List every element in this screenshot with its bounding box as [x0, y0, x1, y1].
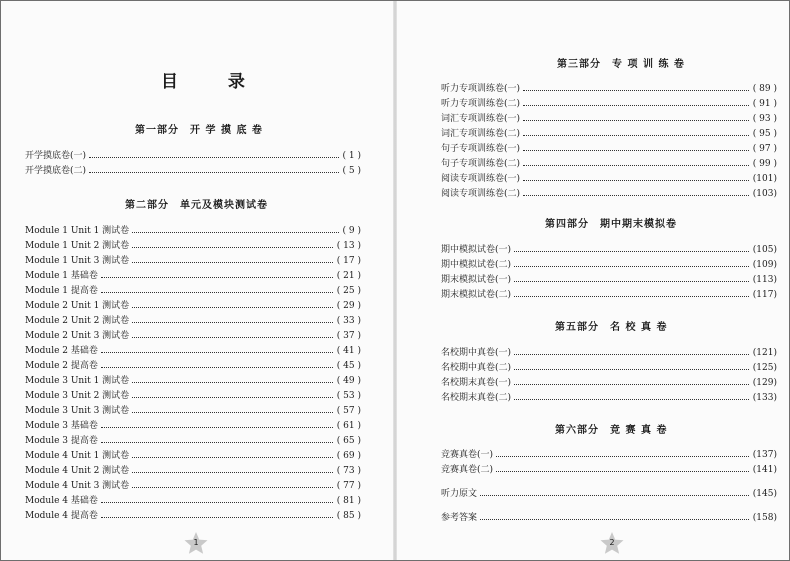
- toc-entry-label: 参考答案: [441, 513, 478, 523]
- dot-leader: [89, 157, 338, 158]
- toc-entry-page: ( 65 ): [336, 436, 361, 446]
- toc-entry-label: Module 2 提高卷: [25, 361, 98, 371]
- toc-entry-page: (125): [752, 363, 777, 373]
- dot-leader: [132, 412, 333, 413]
- page-number-badge: [183, 531, 209, 555]
- toc-entry-page: ( 49 ): [336, 376, 361, 386]
- page-number: 1: [193, 538, 199, 547]
- toc-entry[interactable]: [25, 390, 361, 402]
- toc-entry-label: Module 2 基础卷: [25, 346, 98, 356]
- toc-entry-label: 名校期末真卷(二): [441, 393, 512, 403]
- toc-entry-label: Module 1 Unit 3 测试卷: [25, 256, 130, 266]
- dot-leader: [523, 165, 749, 166]
- dot-leader: [132, 232, 338, 233]
- toc-entry[interactable]: [25, 165, 361, 177]
- toc-entry-page: ( 73 ): [336, 466, 361, 476]
- toc-entry-label: Module 1 提高卷: [25, 286, 98, 296]
- dot-leader: [523, 195, 749, 196]
- toc-entry-label: Module 1 Unit 2 测试卷: [25, 241, 130, 251]
- toc-entry-label: 开学摸底卷(二): [25, 166, 87, 176]
- toc-entry[interactable]: [441, 377, 777, 389]
- toc-entry[interactable]: [441, 259, 777, 271]
- page-title: 目 录: [161, 72, 267, 92]
- section-title-part-1: 第一部分 开 学 摸 底 卷: [135, 125, 263, 136]
- toc-entry-page: ( 5 ): [342, 166, 361, 176]
- toc-entry-page: (121): [752, 348, 777, 358]
- dot-leader: [523, 90, 749, 91]
- toc-entry[interactable]: [441, 449, 777, 461]
- dot-leader: [514, 296, 749, 297]
- toc-entry-label: 期中模拟试卷(一): [441, 245, 512, 255]
- toc-entry[interactable]: [441, 274, 777, 286]
- dot-leader: [523, 105, 749, 106]
- toc-entry[interactable]: [25, 330, 361, 342]
- toc-entry-label: 竞赛真卷(二): [441, 465, 494, 475]
- toc-entry[interactable]: [25, 300, 361, 312]
- toc-entry-page: (117): [752, 290, 777, 300]
- toc-entry-label: 竞赛真卷(一): [441, 450, 494, 460]
- toc-entry-page: ( 61 ): [336, 421, 361, 431]
- toc-entry-page: ( 81 ): [336, 496, 361, 506]
- dot-leader: [132, 337, 333, 338]
- toc-entry[interactable]: [25, 375, 361, 387]
- toc-entry-label: 期末模拟试卷(一): [441, 275, 512, 285]
- toc-entry[interactable]: [25, 420, 361, 432]
- toc-entry-page: ( 1 ): [342, 151, 361, 161]
- toc-entry-page: ( 53 ): [336, 391, 361, 401]
- toc-entry-page: (105): [752, 245, 777, 255]
- toc-entry-page: (137): [752, 450, 777, 460]
- toc-entry[interactable]: [25, 450, 361, 462]
- toc-entry-page: ( 97 ): [752, 144, 777, 154]
- toc-entry-answer-key[interactable]: [441, 512, 777, 524]
- toc-entry-label: 句子专项训练卷(一): [441, 144, 521, 154]
- toc-entry[interactable]: [25, 240, 361, 252]
- dot-leader: [514, 266, 749, 267]
- toc-entry-label: Module 3 Unit 2 测试卷: [25, 391, 130, 401]
- toc-entry-label: 名校期末真卷(一): [441, 378, 512, 388]
- toc-entry[interactable]: [25, 285, 361, 297]
- toc-entry-page: ( 89 ): [752, 84, 777, 94]
- toc-entry-label: Module 3 提高卷: [25, 436, 98, 446]
- toc-entry-page: ( 21 ): [336, 271, 361, 281]
- dot-leader: [101, 352, 333, 353]
- dot-leader: [480, 519, 749, 520]
- toc-entry-label: Module 4 提高卷: [25, 511, 98, 521]
- toc-entry-page: (103): [752, 189, 777, 199]
- toc-entry[interactable]: [441, 244, 777, 256]
- toc-entry[interactable]: [441, 158, 777, 170]
- page-number: 2: [609, 538, 615, 547]
- toc-entry-page: ( 85 ): [336, 511, 361, 521]
- section-title-part-2: 第二部分 单元及模块测试卷: [125, 200, 268, 211]
- left-page: [1, 1, 393, 560]
- toc-entry-label: 期中模拟试卷(二): [441, 260, 512, 270]
- toc-entry-page: ( 25 ): [336, 286, 361, 296]
- dot-leader: [101, 442, 333, 443]
- toc-entry[interactable]: [25, 510, 361, 522]
- toc-entry-label: Module 1 基础卷: [25, 271, 98, 281]
- toc-entry[interactable]: [441, 289, 777, 301]
- toc-entry[interactable]: [441, 128, 777, 140]
- dot-leader: [496, 456, 749, 457]
- toc-entry-label: Module 3 Unit 1 测试卷: [25, 376, 130, 386]
- dot-leader: [523, 135, 749, 136]
- right-page: [397, 1, 789, 560]
- dot-leader: [132, 307, 333, 308]
- toc-entry-label: Module 4 基础卷: [25, 496, 98, 506]
- dot-leader: [514, 369, 749, 370]
- dot-leader: [132, 457, 333, 458]
- toc-entry-page: ( 69 ): [336, 451, 361, 461]
- page-number-badge: [599, 531, 625, 555]
- dot-leader: [132, 322, 333, 323]
- toc-entry-label: 听力专项训练卷(二): [441, 99, 521, 109]
- toc-entry-label: Module 4 Unit 2 测试卷: [25, 466, 130, 476]
- toc-entry-label: 开学摸底卷(一): [25, 151, 87, 161]
- dot-leader: [101, 502, 333, 503]
- dot-leader: [523, 120, 749, 121]
- toc-entry[interactable]: [25, 480, 361, 492]
- toc-entry[interactable]: [441, 83, 777, 95]
- dot-leader: [132, 487, 333, 488]
- toc-entry-page: ( 99 ): [752, 159, 777, 169]
- dot-leader: [132, 262, 333, 263]
- toc-entry[interactable]: [25, 225, 361, 237]
- toc-entry[interactable]: [25, 405, 361, 417]
- dot-leader: [514, 281, 749, 282]
- toc-entry-listening-script[interactable]: [441, 488, 777, 500]
- dot-leader: [101, 367, 333, 368]
- toc-entry[interactable]: [441, 362, 777, 374]
- toc-entry[interactable]: [25, 495, 361, 507]
- toc-entry-page: ( 41 ): [336, 346, 361, 356]
- toc-entry-page: ( 29 ): [336, 301, 361, 311]
- dot-leader: [514, 354, 749, 355]
- toc-entry[interactable]: [441, 347, 777, 359]
- toc-entry-page: ( 33 ): [336, 316, 361, 326]
- toc-entry-page: ( 93 ): [752, 114, 777, 124]
- toc-entry-label: 阅读专项训练卷(二): [441, 189, 521, 199]
- toc-entry-page: ( 91 ): [752, 99, 777, 109]
- toc-entry-label: Module 4 Unit 1 测试卷: [25, 451, 130, 461]
- toc-entry-label: Module 3 Unit 3 测试卷: [25, 406, 130, 416]
- toc-entry-page: ( 95 ): [752, 129, 777, 139]
- dot-leader: [101, 277, 333, 278]
- dot-leader: [523, 150, 749, 151]
- toc-entry[interactable]: [25, 150, 361, 162]
- toc-entry[interactable]: [25, 360, 361, 372]
- toc-entry-page: (158): [752, 513, 777, 523]
- toc-entry-label: Module 2 Unit 3 测试卷: [25, 331, 130, 341]
- dot-leader: [101, 427, 333, 428]
- toc-entry-page: (129): [752, 378, 777, 388]
- toc-entry-page: (133): [752, 393, 777, 403]
- dot-leader: [89, 172, 338, 173]
- toc-entry-label: 期末模拟试卷(二): [441, 290, 512, 300]
- toc-entry-label: Module 2 Unit 2 测试卷: [25, 316, 130, 326]
- toc-entry-label: 词汇专项训练卷(一): [441, 114, 521, 124]
- toc-entry-label: Module 2 Unit 1 测试卷: [25, 301, 130, 311]
- section-title-part-5: 第五部分 名 校 真 卷: [555, 322, 668, 333]
- toc-entry-label: 词汇专项训练卷(二): [441, 129, 521, 139]
- toc-entry[interactable]: [441, 113, 777, 125]
- dot-leader: [132, 472, 333, 473]
- toc-entry-page: ( 37 ): [336, 331, 361, 341]
- toc-entry-label: 听力原文: [441, 489, 478, 499]
- toc-entry-label: Module 4 Unit 3 测试卷: [25, 481, 130, 491]
- toc-entry-label: 名校期中真卷(二): [441, 363, 512, 373]
- dot-leader: [132, 247, 333, 248]
- toc-entry-page: ( 17 ): [336, 256, 361, 266]
- dot-leader: [514, 399, 749, 400]
- dot-leader: [496, 471, 749, 472]
- toc-entry[interactable]: [25, 345, 361, 357]
- section-title-part-6: 第六部分 竞 赛 真 卷: [555, 425, 668, 436]
- dot-leader: [480, 495, 749, 496]
- toc-entry-page: ( 13 ): [336, 241, 361, 251]
- toc-entry[interactable]: [441, 173, 777, 185]
- toc-entry-label: 名校期中真卷(一): [441, 348, 512, 358]
- dot-leader: [132, 397, 333, 398]
- toc-entry[interactable]: [441, 188, 777, 200]
- toc-entry-page: ( 57 ): [336, 406, 361, 416]
- toc-entry-page: ( 9 ): [342, 226, 361, 236]
- toc-entry-page: (109): [752, 260, 777, 270]
- toc-entry[interactable]: [25, 435, 361, 447]
- dot-leader: [101, 517, 333, 518]
- toc-entry-label: Module 1 Unit 1 测试卷: [25, 226, 130, 236]
- dot-leader: [101, 292, 333, 293]
- toc-entry[interactable]: [25, 465, 361, 477]
- toc-entry[interactable]: [441, 392, 777, 404]
- dot-leader: [514, 384, 749, 385]
- toc-entry-label: 句子专项训练卷(二): [441, 159, 521, 169]
- toc-entry-page: (141): [752, 465, 777, 475]
- toc-entry-label: 阅读专项训练卷(一): [441, 174, 521, 184]
- toc-entry[interactable]: [25, 315, 361, 327]
- toc-entry-page: (113): [752, 275, 777, 285]
- toc-entry-page: ( 77 ): [336, 481, 361, 491]
- toc-entry-page: (145): [752, 489, 777, 499]
- toc-entry[interactable]: [441, 464, 777, 476]
- section-title-part-3: 第三部分 专 项 训 练 卷: [557, 59, 685, 70]
- section-title-part-4: 第四部分 期中期末模拟卷: [545, 219, 677, 230]
- toc-entry-label: Module 3 基础卷: [25, 421, 98, 431]
- toc-entry-page: (101): [752, 174, 777, 184]
- toc-entry[interactable]: [25, 270, 361, 282]
- dot-leader: [523, 180, 749, 181]
- toc-entry[interactable]: [441, 143, 777, 155]
- toc-entry-label: 听力专项训练卷(一): [441, 84, 521, 94]
- toc-entry[interactable]: [441, 98, 777, 110]
- toc-entry[interactable]: [25, 255, 361, 267]
- dot-leader: [514, 251, 749, 252]
- toc-entry-page: ( 45 ): [336, 361, 361, 371]
- dot-leader: [132, 382, 333, 383]
